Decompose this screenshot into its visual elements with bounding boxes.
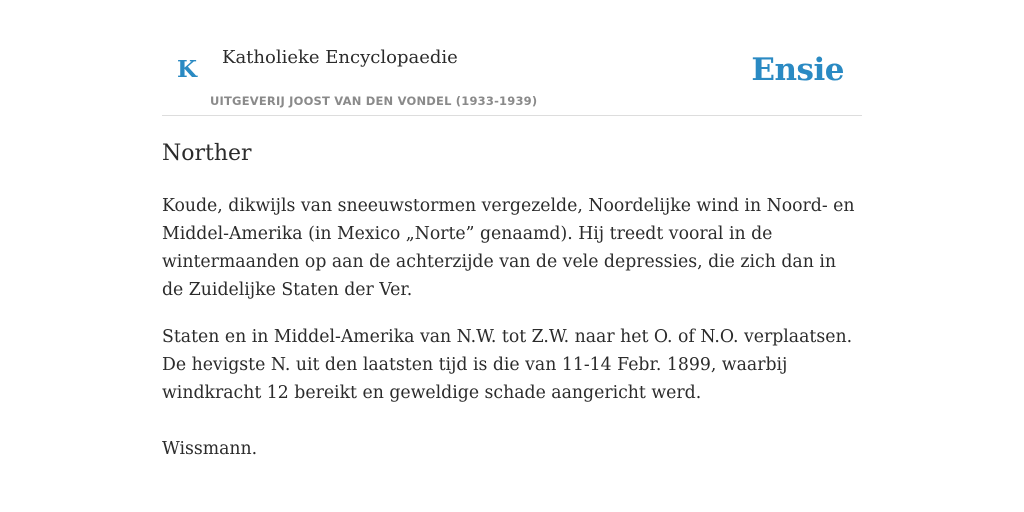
- article: [162, 136, 862, 463]
- article-paragraph: Koude, dikwijls van sneeuwstormen vergezelde, Noordelijke wind in Noord- en Middel-Amerika (in Mexico „Norte” genaamd). Hij treedt vooral in de wintermaanden op aan de achterzijde van de vele depressies, die zich dan in de Zuidelijke Staten der Ver.: [162, 196, 855, 300]
- encyclopedia-title[interactable]: Katholieke Encyclopaedie: [222, 47, 458, 68]
- article-title: Norther: [162, 141, 252, 166]
- site-header: [162, 0, 862, 116]
- ensie-logo-link[interactable]: Ensie: [751, 52, 844, 88]
- article-author: Wissmann.: [162, 439, 258, 459]
- page: [162, 0, 862, 512]
- publisher-subtitle: UITGEVERIJ JOOST VAN DEN VONDEL (1933-1939): [210, 94, 538, 108]
- encyclopedia-logo[interactable]: K: [177, 56, 197, 83]
- article-paragraph: Staten en in Middel-Amerika van N.W. tot Z.W. naar het O. of N.O. verplaatsen. De hevigste N. uit den laatsten tijd is die van 11-14 Febr. 1899, waarbij windkracht 12 bereikt en geweldige schade aangericht werd.: [162, 327, 853, 403]
